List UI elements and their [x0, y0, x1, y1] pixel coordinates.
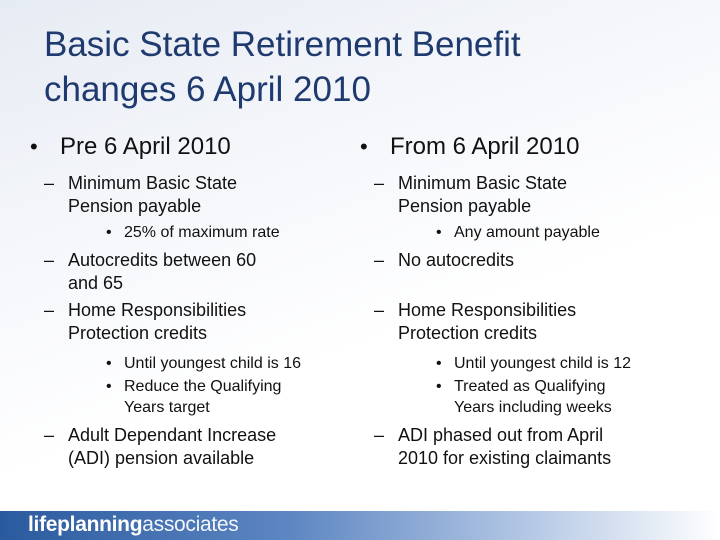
bullet-icon: •	[436, 378, 442, 395]
list-item	[374, 172, 690, 218]
logo-part-associates: associates	[142, 513, 239, 536]
list-item-text	[398, 299, 576, 345]
list-item-text	[68, 424, 276, 470]
list-item-line: Protection credits	[68, 323, 208, 343]
dash-icon: –	[374, 300, 385, 320]
sub-list-item-text	[454, 376, 612, 418]
dash-icon: –	[44, 300, 55, 320]
list-item	[374, 249, 690, 295]
list-item-line: Autocredits between 60	[68, 250, 257, 270]
sub-list-item	[436, 353, 690, 374]
sub-list-item-line: Years including weeks	[454, 399, 612, 416]
dash-icon: –	[44, 173, 55, 193]
logo-part-planning: planning	[57, 513, 143, 536]
sub-list-item	[106, 222, 350, 243]
slide-title	[44, 22, 684, 112]
list-item-text	[68, 299, 246, 345]
list-item-line: ADI phased out from April	[398, 425, 604, 445]
list-item-line: Home Responsibilities	[68, 300, 247, 320]
list-item-line: Minimum Basic State	[68, 173, 238, 193]
right-column	[360, 132, 690, 474]
sub-list-item	[106, 353, 350, 374]
list-item-line: Home Responsibilities	[398, 300, 577, 320]
list-item	[44, 249, 350, 295]
dash-icon: –	[44, 425, 55, 445]
sub-list-item-line: Reduce the Qualifying	[124, 378, 282, 395]
list-item-line-spacer	[398, 273, 403, 293]
bullet-icon: •	[436, 355, 442, 372]
title-line-1: Basic State Retirement Benefit	[44, 25, 521, 64]
list-item-line: (ADI) pension available	[68, 448, 255, 468]
list-item-line: No autocredits	[398, 250, 515, 270]
dash-icon: –	[374, 250, 385, 270]
left-heading	[30, 132, 350, 162]
left-column	[30, 132, 350, 474]
right-heading	[360, 132, 690, 162]
list-item-text	[68, 172, 237, 218]
list-item	[44, 299, 350, 345]
sub-list-item-text: Until youngest child is 16	[124, 355, 301, 372]
sub-list-item	[436, 376, 690, 418]
list-item-text	[398, 249, 514, 295]
list-item-line: Pension payable	[398, 196, 532, 216]
bullet-icon: •	[360, 134, 368, 159]
dash-icon: –	[44, 250, 55, 270]
logo-part-life: life	[28, 513, 58, 536]
list-item	[374, 424, 690, 470]
list-item-text	[398, 424, 611, 470]
list-item-text	[398, 172, 567, 218]
bullet-icon: •	[436, 224, 442, 241]
dash-icon: –	[374, 173, 385, 193]
bullet-icon: •	[30, 134, 38, 159]
sub-list-item-text	[124, 376, 281, 418]
sub-list-item-text: 25% of maximum rate	[124, 224, 280, 241]
list-item-line: Protection credits	[398, 323, 538, 343]
title-line-2: changes 6 April 2010	[44, 70, 371, 109]
sub-list-item	[436, 222, 690, 243]
list-item	[44, 424, 350, 470]
list-item-line: Adult Dependant Increase	[68, 425, 277, 445]
list-item	[374, 299, 690, 345]
right-heading-text: From 6 April 2010	[390, 133, 580, 160]
sub-list-item-line: Treated as Qualifying	[454, 378, 606, 395]
bullet-icon: •	[106, 378, 112, 395]
list-item	[44, 172, 350, 218]
dash-icon: –	[374, 425, 385, 445]
bullet-icon: •	[106, 355, 112, 372]
sub-list-item-text: Any amount payable	[454, 224, 600, 241]
list-item-line: and 65	[68, 273, 124, 293]
sub-list-item-text: Until youngest child is 12	[454, 355, 631, 372]
list-item-line: Pension payable	[68, 196, 202, 216]
left-heading-text: Pre 6 April 2010	[60, 133, 231, 160]
sub-list-item-line: Years target	[124, 399, 210, 416]
list-item-line: Minimum Basic State	[398, 173, 568, 193]
bullet-icon: •	[106, 224, 112, 241]
list-item-line: 2010 for existing claimants	[398, 448, 612, 468]
company-logo	[28, 513, 238, 537]
sub-list-item	[106, 376, 350, 418]
list-item-text	[68, 249, 256, 295]
